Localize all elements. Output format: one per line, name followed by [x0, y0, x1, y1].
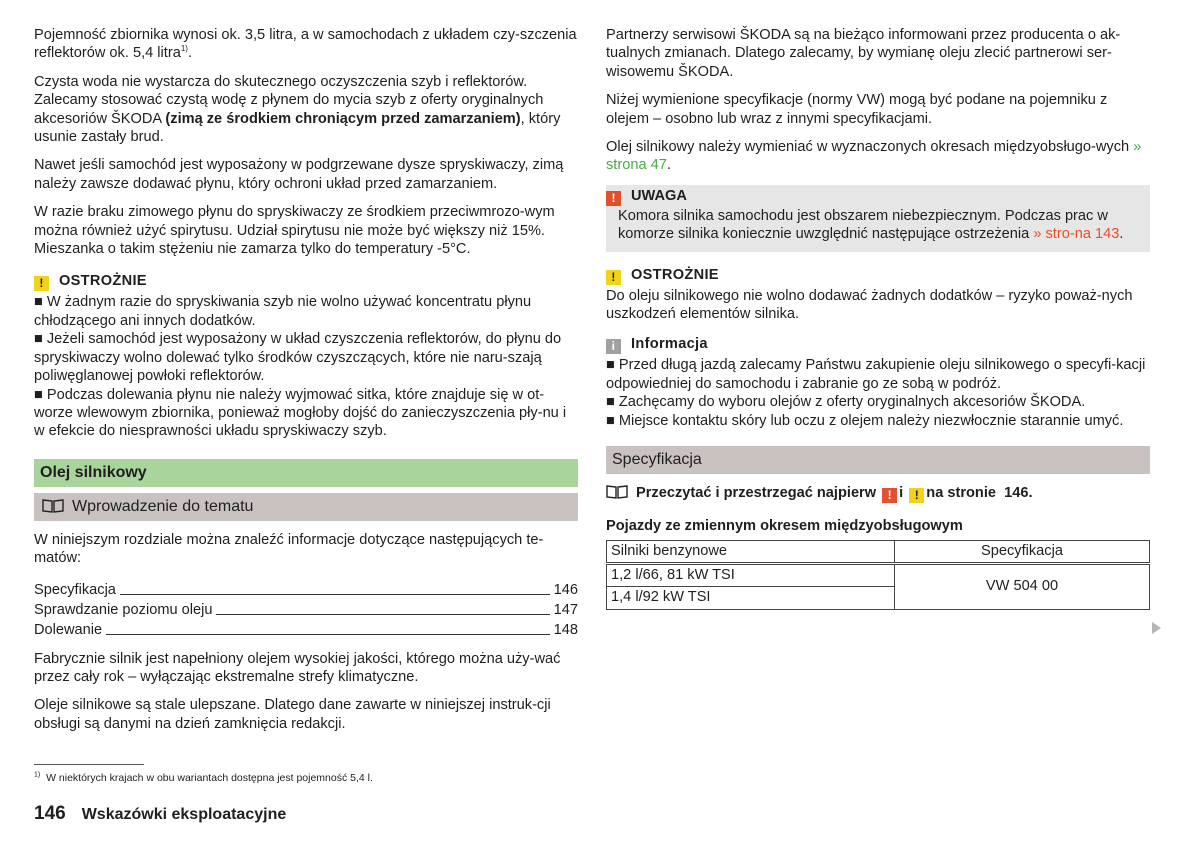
next-page-arrow-icon[interactable] — [1152, 622, 1161, 634]
footnote-divider — [34, 764, 144, 765]
caution-item: ■ Jeżeli samochód jest wyposażony w układ czyszczenia reflektorów, do płynu do spryskiwaczy wolno dolewać tylko środków czyszczących, które nie naru-szają poliwęglanowej powłoki reflektorów. — [34, 331, 562, 385]
spec-value-cell: VW 504 00 — [895, 563, 1150, 609]
engine-cell: 1,4 l/92 kW TSI — [607, 586, 895, 609]
info-title: Informacja — [631, 336, 708, 353]
left-column — [34, 26, 578, 743]
page-146-link[interactable]: 146. — [1004, 485, 1033, 502]
column-header: Silniki benzynowe — [607, 540, 895, 563]
caution-icon: ! — [34, 276, 49, 291]
toc-entry[interactable]: Sprawdzanie poziomu oleju 147 — [34, 602, 578, 619]
spec-heading: Specyfikacja — [606, 446, 1150, 474]
warning-icon: ! — [606, 191, 621, 206]
toc-entry[interactable]: Specyfikacja 146 — [34, 582, 578, 599]
spec-table — [606, 540, 1150, 610]
paragraph-heated-nozzles: Nawet jeśli samochód jest wyposażony w podgrzewane dysze spryskiwaczy, zimą należy zawsze dodawać płynu, który ochroni układ przed zamarzaniem. — [34, 157, 564, 192]
paragraph-specifications: Niżej wymienione specyfikacje (normy VW) mogą być podane na pojemniku z olejem – osobno lub wraz z innymi specyfikacjami. — [606, 92, 1108, 127]
info-item: ■ Zachęcamy do wyboru olejów z oferty oryginalnych akcesoriów ŠKODA. — [606, 394, 1086, 411]
chapter-title: Wskazówki eksploatacyjne — [81, 806, 287, 823]
table-row — [607, 563, 1150, 586]
caution-icon: ! — [909, 488, 924, 503]
caution-item: ■ Podczas dolewania płynu nie należy wyjmować sitka, które znajduje się w ot-worze wlewowym zbiornika, ponieważ mogłoby dojść do zanieczyszczenia pły-nu i w efekcie do niesprawności układu spryskiwaczy szyb. — [34, 386, 567, 440]
caution-icon: ! — [606, 270, 621, 285]
section-heading-engine-oil: Olej silnikowy — [34, 459, 578, 487]
paragraph-oil-improvements: Oleje silnikowe są stale ulepszane. Dlatego dane zawarte w niniejszej instruk-cji obsługi są danymi na dzień zamknięcia redakcji. — [34, 697, 551, 732]
paragraph-factory-oil: Fabrycznie silnik jest napełniony olejem wysokiej jakości, którego można uży-wać przez cały rok – wyłączając ekstremalne strefy klimatyczne. — [34, 650, 561, 685]
caution-text: Do oleju silnikowego nie wolno dodawać żadnych dodatków – ryzyko poważ-nych uszkodzeń elementów silnika. — [606, 287, 1133, 323]
intro-heading: Wprowadzenie do tematu — [34, 493, 578, 521]
page-47-link[interactable]: » strona 47 — [606, 139, 1142, 174]
table-caption: Pojazdy ze zmiennym okresem międzyobsługowym — [606, 518, 963, 535]
info-item: ■ Miejsce kontaktu skóry lub oczu z olejem należy niezwłocznie starannie umyć. — [606, 412, 1124, 429]
page-number: 146 — [34, 803, 66, 824]
warning-icon: ! — [882, 488, 897, 503]
footnote: $^{1)}$ W niektórych krajach w obu wariantach dostępna jest pojemność 5,4 l. — [34, 771, 373, 784]
engine-cell: 1,2 l/66, 81 kW TSI — [607, 563, 895, 586]
paragraph-clean-water: Czysta woda nie wystarcza do skutecznego oczyszczenia szyb i reflektorów. Zalecamy stosować czystą wodę z płynem do mycia szyb z oferty oryginalnych akcesoriów ŠKODA (zimą ze środkiem chroniącym przed zamarzaniem), który usunie zastały brud. — [34, 73, 561, 146]
book-icon — [606, 485, 628, 499]
caution-title: OSTROŻNIE — [59, 273, 147, 290]
caution-note — [606, 266, 1150, 324]
book-icon — [42, 499, 64, 513]
warning-box — [606, 185, 1150, 252]
paragraph-oil-change: Olej silnikowy należy wymieniać w wyznaczonych okresach międzyobsługo-wych » strona 47. — [606, 139, 1142, 174]
toc-entry[interactable]: Dolewanie 148 — [34, 622, 578, 639]
caution-item: ■ W żadnym razie do spryskiwania szyb nie wolno używać koncentratu płynu chłodzącego ani innych dodatków. — [34, 294, 532, 329]
info-icon: i — [606, 339, 621, 354]
info-note — [606, 335, 1150, 430]
read-first-note: Przeczytać i przestrzegać najpierw ! i ! na stronie 146. — [606, 484, 1150, 503]
intro-text: W niniejszym rozdziale można znaleźć informacje dotyczące następujących te-matów: — [34, 531, 544, 567]
caution-title: OSTROŻNIE — [631, 266, 719, 283]
paragraph-spirit: W razie braku zimowego płynu do spryskiwaczy ze środkiem przeciwmrozo-wym można również użyć spirytusu. Udział spirytusu nie może być większy niż 15%. Mieszanka o takim stężeniu nie zamarza tylko do temperatury -5°C. — [34, 204, 555, 258]
warning-title: UWAGA — [631, 187, 687, 204]
paragraph-service-partners: Partnerzy serwisowi ŠKODA są na bieżąco informowani przez producenta o ak-tualnych zmianach. Dlatego zalecamy, by wymianę oleju zlecić partnerowi ser-wisowemu ŠKODA. — [606, 27, 1121, 80]
column-header: Specyfikacja — [895, 540, 1150, 563]
caution-note — [34, 272, 578, 440]
topic-list — [34, 580, 578, 640]
info-item: ■ Przed długą jazdą zalecamy Państwu zakupienie oleju silnikowego o specyfi-kacji odpowiedniej do samochodu i zabranie go ze sobą w podróż. — [606, 357, 1146, 392]
footnote-ref[interactable]: 1) — [180, 44, 188, 54]
paragraph-tank-capacity: Pojemność zbiornika wynosi ok. 3,5 litra, a w samochodach z układem czy-szczenia reflektorów ok. 5,4 litra$^{1)}$. — [34, 27, 577, 62]
page-footer — [34, 803, 286, 825]
warning-text: Komora silnika samochodu jest obszarem niebezpiecznym. Podczas prac w komorze silnika koniecznie uwzględnić następujące ostrzeżenia » stro-na 143. — [618, 207, 1124, 243]
right-column — [606, 26, 1150, 610]
table-header-row — [607, 540, 1150, 563]
page-143-link[interactable]: » stro-na 143 — [1033, 226, 1120, 243]
